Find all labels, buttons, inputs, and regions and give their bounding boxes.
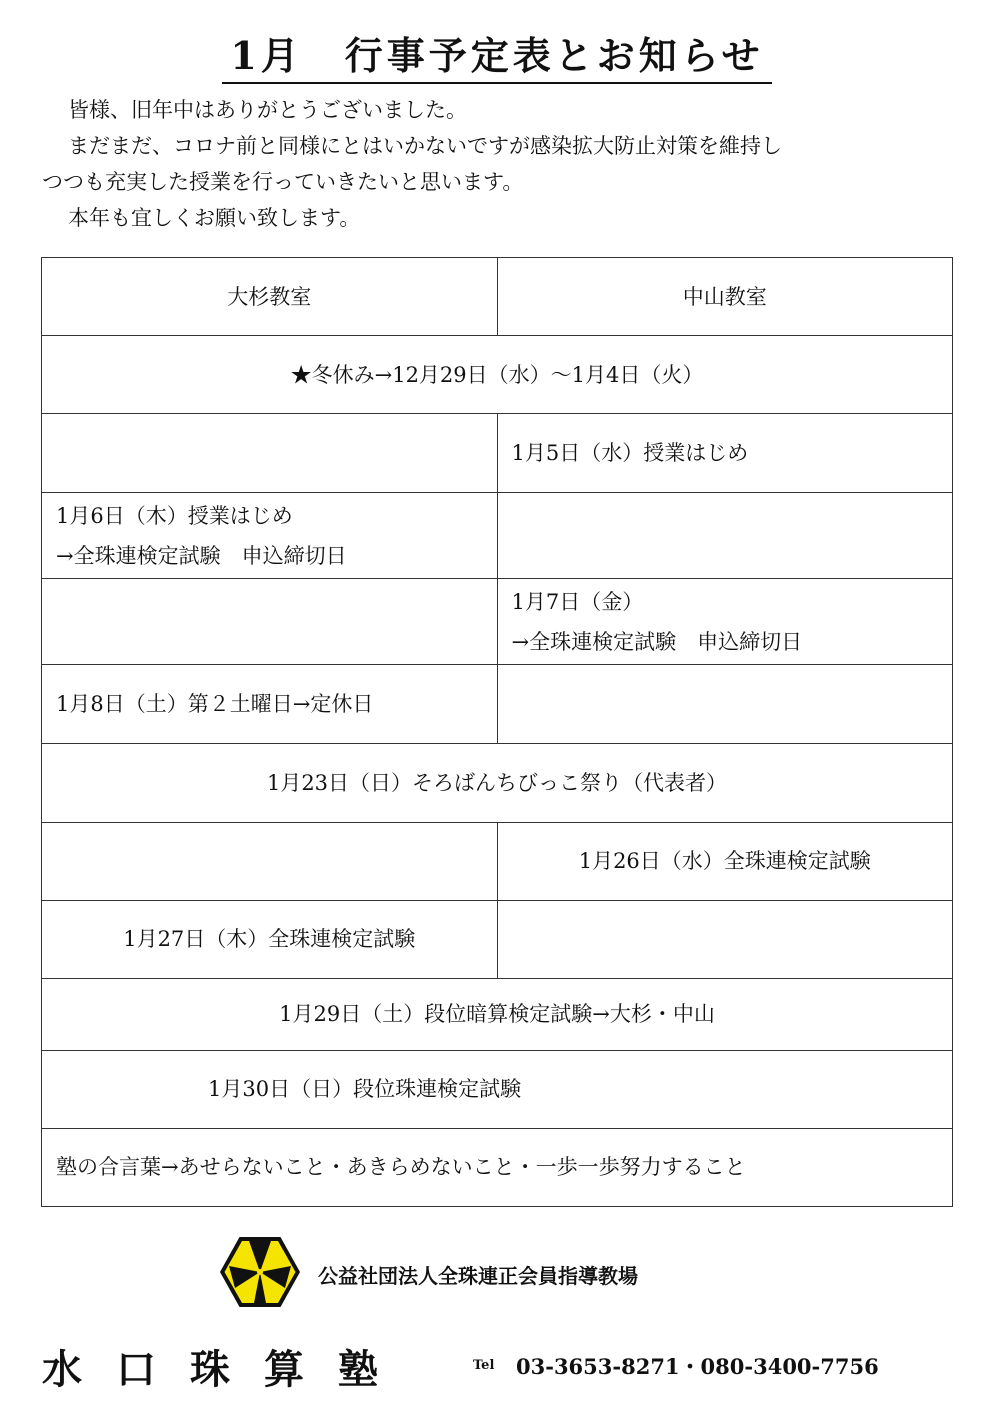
table-row	[42, 665, 953, 744]
jan23-cell: 1月23日（日）そろばんちびっこ祭り（代表者）	[42, 744, 953, 822]
empty-cell	[42, 414, 498, 493]
footer	[0, 1236, 994, 1406]
jan27-osugi-cell: 1月27日（木）全珠連検定試験	[42, 900, 498, 978]
intro-line-1: 皆様、旧年中はありがとうございました。	[68, 98, 467, 122]
table-row	[42, 336, 953, 414]
jan26-nakayama-cell: 1月26日（水）全珠連検定試験	[497, 822, 953, 900]
jan30-cell: 1月30日（日）段位珠連検定試験	[42, 1050, 953, 1128]
winter-break-cell: ★冬休み→12月29日（水）～1月4日（火）	[42, 336, 953, 414]
empty-cell	[497, 493, 953, 579]
jan6-line-1: 1月6日（木）授業はじめ	[56, 503, 293, 528]
intro-line-4: 本年も宜しくお願い致します。	[68, 206, 361, 230]
empty-cell	[42, 579, 498, 665]
tel-label: Tel	[473, 1358, 495, 1373]
intro-line-3: つつも充実した授業を行っていきたいと思います。	[42, 170, 524, 194]
table-row	[42, 258, 953, 336]
page-title: 1月 行事予定表とお知らせ	[222, 32, 771, 84]
table-row	[42, 822, 953, 900]
jan7-line-1: 1月7日（金）	[511, 589, 644, 614]
tel-numbers: 03-3653-8271・080-3400-7756	[516, 1354, 879, 1379]
intro-text	[42, 92, 962, 236]
jan7-line-2: →全珠連検定試験 申込締切日	[511, 629, 803, 654]
table-row	[42, 579, 953, 665]
empty-cell	[42, 822, 498, 900]
table-row	[42, 1128, 953, 1206]
table-row	[42, 978, 953, 1050]
jan6-line-2: →全珠連検定試験 申込締切日	[56, 543, 347, 568]
jan7-nakayama-cell	[497, 579, 953, 665]
table-row	[42, 414, 953, 493]
empty-cell	[497, 665, 953, 744]
column-header-osugi: 大杉教室	[42, 258, 498, 336]
table-row	[42, 744, 953, 822]
association-name: 公益社団法人全珠連正会員指導教場	[318, 1264, 638, 1288]
empty-cell	[497, 900, 953, 978]
jan8-osugi-cell: 1月8日（土）第２土曜日→定休日	[42, 665, 498, 744]
title-wrap	[0, 32, 994, 84]
abacus-association-logo-icon	[219, 1236, 301, 1308]
jan29-cell: 1月29日（土）段位暗算検定試験→大杉・中山	[42, 978, 953, 1050]
jan6-osugi-cell	[42, 493, 498, 579]
jan5-nakayama-cell: 1月5日（水）授業はじめ	[497, 414, 953, 493]
intro-line-2: まだまだ、コロナ前と同様にとはいかないですが感染拡大防止対策を維持し	[68, 134, 782, 158]
motto-cell: 塾の合言葉→あせらないこと・あきらめないこと・一歩一歩努力すること	[42, 1128, 953, 1206]
table-row	[42, 900, 953, 978]
schedule-table	[41, 257, 953, 1207]
table-row	[42, 493, 953, 579]
column-header-nakayama: 中山教室	[497, 258, 953, 336]
school-name: 水口珠算塾	[42, 1346, 412, 1393]
table-row	[42, 1050, 953, 1128]
